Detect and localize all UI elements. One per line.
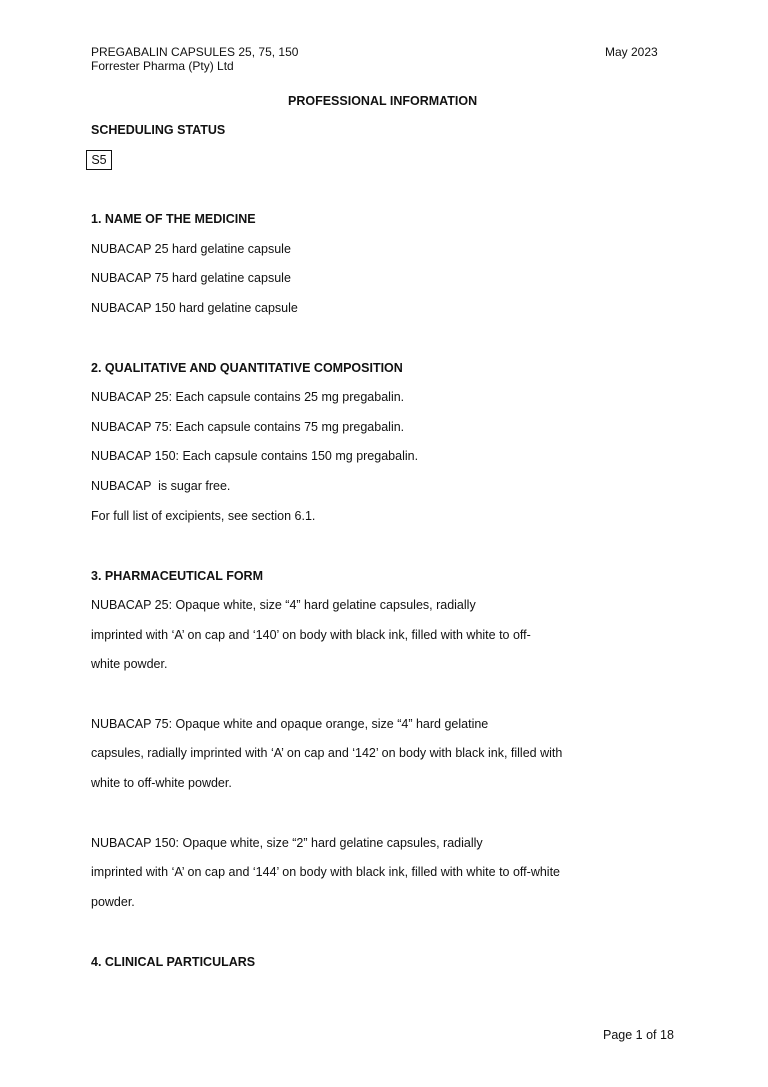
scheduling-heading: SCHEDULING STATUS [91, 123, 226, 137]
section-2-line: NUBACAP 75: Each capsule contains 75 mg pregabalin. [91, 420, 405, 434]
section-3-para1-line: white powder. [91, 657, 168, 671]
page-number: Page 1 of 18 [603, 1028, 674, 1042]
document-title: PROFESSIONAL INFORMATION [288, 94, 478, 108]
section-2-line: For full list of excipients, see section 6.1. [91, 509, 316, 523]
section-3-para1-line: imprinted with ‘A’ on cap and ‘140’ on body with black ink, filled with white to off- [91, 628, 531, 642]
section-1-line: NUBACAP 25 hard gelatine capsule [91, 242, 291, 256]
section-2-line: NUBACAP 25: Each capsule contains 25 mg pregabalin. [91, 390, 405, 404]
header-title: PREGABALIN CAPSULES 25, 75, 150 [91, 45, 299, 59]
schedule-box: S5 [86, 150, 112, 170]
section-1-heading: 1. NAME OF THE MEDICINE [91, 212, 256, 226]
section-3-para3-line: imprinted with ‘A’ on cap and ‘144’ on body with black ink, filled with white to off-white [91, 865, 560, 879]
header-company: Forrester Pharma (Pty) Ltd [91, 59, 234, 73]
section-3-heading: 3. PHARMACEUTICAL FORM [91, 569, 263, 583]
section-3-para3-line: powder. [91, 895, 135, 909]
section-2-heading: 2. QUALITATIVE AND QUANTITATIVE COMPOSITION [91, 361, 403, 375]
section-3-para2-line: NUBACAP 75: Opaque white and opaque orange, size “4” hard gelatine [91, 717, 489, 731]
section-4-heading: 4. CLINICAL PARTICULARS [91, 955, 256, 969]
section-3-para2-line: white to off-white powder. [91, 776, 232, 790]
section-2-line: NUBACAP 150: Each capsule contains 150 mg pregabalin. [91, 449, 419, 463]
section-3-para1-line: NUBACAP 25: Opaque white, size “4” hard gelatine capsules, radially [91, 598, 476, 612]
section-1-line: NUBACAP 150 hard gelatine capsule [91, 301, 298, 315]
section-1-line: NUBACAP 75 hard gelatine capsule [91, 271, 291, 285]
section-3-para3-line: NUBACAP 150: Opaque white, size “2” hard gelatine capsules, radially [91, 836, 483, 850]
header-date: May 2023 [605, 45, 658, 59]
section-2-line: NUBACAP is sugar free. [91, 479, 231, 493]
section-3-para2-line: capsules, radially imprinted with ‘A’ on cap and ‘142’ on body with black ink, filled with [91, 746, 563, 760]
